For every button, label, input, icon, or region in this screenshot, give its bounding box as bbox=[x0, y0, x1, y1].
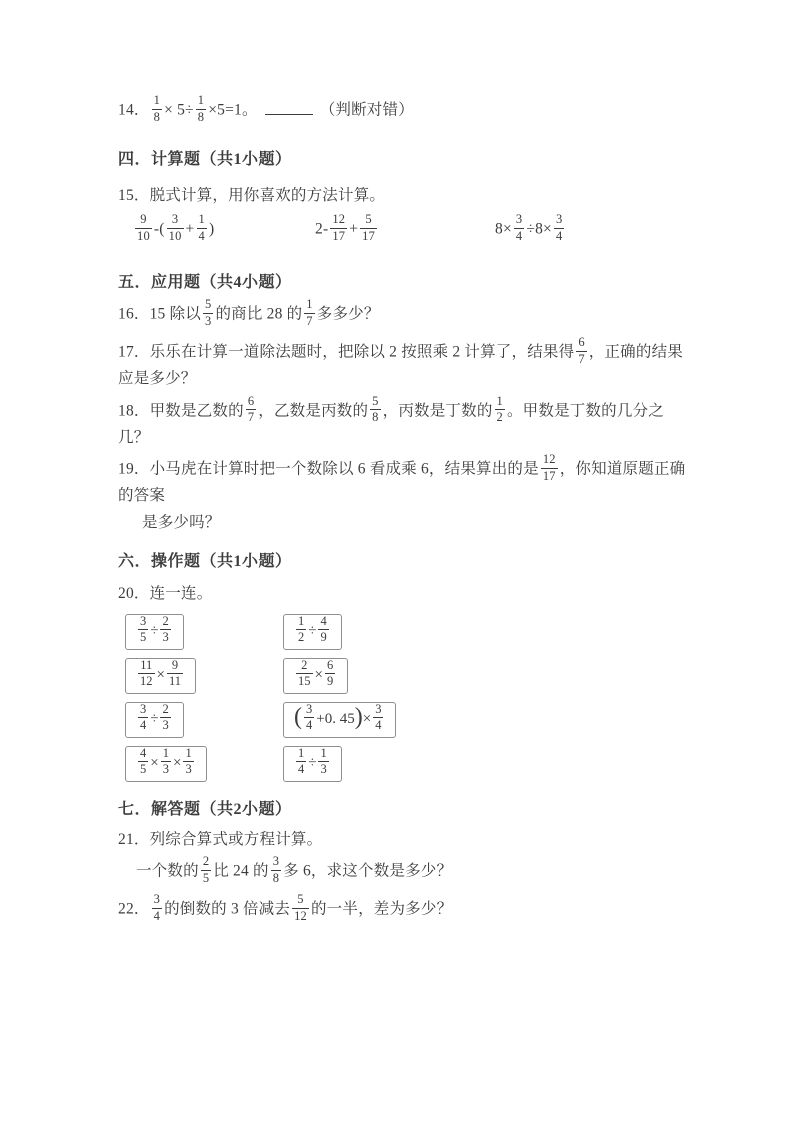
expression-2 bbox=[315, 212, 379, 245]
match-row bbox=[125, 658, 693, 698]
section-heading-application: 五．应用题（共4小题） bbox=[118, 274, 292, 292]
fraction bbox=[138, 615, 148, 645]
fraction-numerator: 1 bbox=[298, 745, 305, 760]
fraction bbox=[152, 893, 162, 923]
text-run: ) bbox=[208, 221, 215, 239]
fraction bbox=[167, 659, 183, 689]
fraction bbox=[292, 893, 309, 923]
question-22 bbox=[118, 892, 693, 925]
text-run: 8× bbox=[495, 221, 512, 239]
fraction-denominator: 9 bbox=[320, 630, 327, 645]
text-run: + bbox=[349, 221, 359, 239]
answer-blank bbox=[265, 99, 313, 115]
fraction-numerator: 4 bbox=[140, 745, 147, 760]
text-run: ，你知道原题正确的答案 bbox=[118, 460, 686, 505]
text-run: ，丙数是丁数的 bbox=[382, 402, 493, 420]
text-run: 16．15 除以 bbox=[118, 306, 201, 324]
text-run: ×5=1。 bbox=[208, 101, 258, 119]
fraction-denominator: 3 bbox=[185, 762, 192, 777]
fraction-numerator: 4 bbox=[320, 613, 327, 628]
text-run: （判断对错） bbox=[319, 101, 414, 119]
fraction-numerator: 1 bbox=[298, 613, 305, 628]
match-box-right-4 bbox=[283, 746, 342, 782]
fraction-denominator: 8 bbox=[197, 109, 205, 124]
fraction-denominator: 4 bbox=[153, 908, 161, 923]
question-19 bbox=[118, 452, 693, 507]
question-16 bbox=[118, 297, 693, 330]
expression-3 bbox=[495, 212, 566, 245]
fraction bbox=[138, 703, 148, 733]
fraction-numerator: 5 bbox=[297, 892, 304, 907]
question-21-body bbox=[136, 854, 693, 887]
fraction-numerator: 3 bbox=[171, 212, 179, 227]
question-19-line2: 是多少吗？ bbox=[142, 513, 221, 531]
fraction-numerator: 3 bbox=[272, 854, 280, 869]
fraction-denominator: 4 bbox=[140, 718, 147, 733]
text-run: 比 24 的 bbox=[213, 862, 269, 880]
fraction-denominator: 8 bbox=[153, 109, 161, 124]
fraction bbox=[196, 94, 206, 124]
fraction-denominator: 3 bbox=[204, 313, 212, 328]
fraction-numerator: 6 bbox=[326, 657, 334, 672]
text-run: 。甲数是丁数的几分之几？ bbox=[118, 402, 664, 446]
fraction-numerator: 1 bbox=[185, 745, 192, 760]
fraction-denominator: 4 bbox=[515, 228, 523, 243]
text-run: 18．甲数是乙数的 bbox=[118, 402, 244, 420]
question-18 bbox=[118, 393, 693, 449]
fraction bbox=[203, 298, 213, 328]
question-15-expressions bbox=[118, 211, 693, 259]
fraction bbox=[138, 659, 155, 689]
text-run: ( bbox=[294, 704, 302, 731]
fraction-numerator: 6 bbox=[578, 335, 585, 350]
fraction bbox=[554, 213, 564, 243]
fraction-denominator: 3 bbox=[162, 762, 169, 777]
fraction-denominator: 7 bbox=[578, 351, 585, 366]
fraction-numerator: 3 bbox=[306, 701, 313, 716]
fraction-denominator: 5 bbox=[140, 762, 147, 777]
fraction-denominator: 4 bbox=[198, 228, 205, 243]
fraction-numerator: 1 bbox=[320, 745, 327, 760]
fraction bbox=[296, 659, 313, 689]
section-heading-answer: 七．解答题（共2小题） bbox=[118, 800, 292, 818]
fraction-numerator: 12 bbox=[542, 452, 556, 467]
fraction-numerator: 5 bbox=[204, 297, 212, 312]
fraction-numerator: 9 bbox=[140, 212, 147, 227]
fraction bbox=[271, 855, 281, 885]
question-20-match-area bbox=[118, 614, 693, 786]
fraction-denominator: 12 bbox=[140, 674, 153, 689]
fraction bbox=[160, 703, 170, 733]
fraction-denominator: 4 bbox=[375, 718, 382, 733]
text-run: 的商比 28 的 bbox=[215, 306, 303, 324]
fraction bbox=[183, 747, 193, 777]
text-run: + bbox=[185, 221, 195, 239]
fraction bbox=[541, 453, 558, 483]
fraction bbox=[318, 615, 328, 645]
text-run: ÷ bbox=[150, 623, 159, 640]
fraction-numerator: 5 bbox=[372, 393, 379, 408]
fraction bbox=[370, 395, 380, 425]
fraction-denominator: 17 bbox=[332, 228, 346, 243]
fraction-numerator: 1 bbox=[198, 212, 205, 227]
fraction bbox=[160, 615, 170, 645]
fraction-numerator: 1 bbox=[197, 93, 205, 107]
match-row bbox=[125, 614, 693, 654]
fraction-denominator: 10 bbox=[168, 228, 182, 243]
fraction bbox=[495, 395, 505, 425]
text-run: × bbox=[150, 755, 159, 772]
fraction-denominator: 11 bbox=[168, 674, 182, 689]
match-row bbox=[125, 746, 693, 786]
text-run: ÷ bbox=[308, 623, 317, 640]
fraction-denominator: 17 bbox=[542, 468, 556, 483]
match-box-left-2 bbox=[125, 658, 196, 694]
question-15-prompt: 15．脱式计算，用你喜欢的方法计算。 bbox=[118, 187, 386, 204]
text-run: -( bbox=[153, 221, 165, 239]
text-run: 2- bbox=[315, 221, 329, 239]
fraction-numerator: 12 bbox=[332, 212, 346, 227]
text-run: × bbox=[156, 667, 165, 684]
fraction bbox=[360, 213, 377, 243]
fraction-numerator: 3 bbox=[555, 212, 563, 227]
fraction-numerator: 2 bbox=[162, 701, 169, 716]
fraction-denominator: 7 bbox=[306, 313, 313, 328]
fraction-denominator: 15 bbox=[298, 674, 311, 689]
fraction bbox=[152, 94, 162, 124]
text-run: 多多少？ bbox=[316, 306, 380, 324]
text-run: ÷8× bbox=[526, 221, 552, 239]
fraction bbox=[373, 703, 383, 733]
text-run: 的倒数的 3 倍减去 bbox=[164, 900, 291, 918]
fraction-denominator: 2 bbox=[496, 410, 503, 425]
fraction-denominator: 2 bbox=[298, 630, 305, 645]
fraction-denominator: 3 bbox=[320, 762, 327, 777]
fraction-denominator: 8 bbox=[372, 410, 379, 425]
fraction bbox=[296, 747, 306, 777]
fraction-numerator: 3 bbox=[153, 892, 161, 907]
text-run: ÷ bbox=[308, 755, 317, 772]
text-run: × bbox=[314, 667, 323, 684]
match-box-left-3 bbox=[125, 702, 184, 738]
section-heading-calculation: 四．计算题（共1小题） bbox=[118, 151, 292, 168]
fraction-numerator: 1 bbox=[162, 745, 169, 760]
fraction-denominator: 5 bbox=[140, 630, 147, 645]
fraction-numerator: 3 bbox=[140, 613, 147, 628]
fraction bbox=[330, 213, 347, 243]
text-run: × 5÷ bbox=[164, 101, 194, 119]
fraction-denominator: 4 bbox=[298, 762, 305, 777]
fraction bbox=[167, 213, 184, 243]
fraction-numerator: 3 bbox=[375, 701, 382, 716]
fraction-denominator: 4 bbox=[555, 228, 563, 243]
text-run: ，乙数是丙数的 bbox=[258, 402, 369, 420]
fraction-numerator: 1 bbox=[306, 297, 313, 312]
fraction-denominator: 3 bbox=[162, 630, 169, 645]
fraction-denominator: 5 bbox=[202, 870, 210, 885]
text-run: ) bbox=[354, 704, 363, 731]
question-17 bbox=[118, 335, 693, 390]
fraction-numerator: 2 bbox=[301, 657, 308, 672]
fraction bbox=[161, 747, 171, 777]
fraction-denominator: 9 bbox=[326, 674, 334, 689]
question-14 bbox=[118, 93, 693, 126]
text-run: 多 6，求这个数是多少？ bbox=[283, 862, 453, 880]
match-box-right-3 bbox=[283, 702, 396, 738]
fraction bbox=[514, 213, 524, 243]
text-run: 17．乐乐在计算一道除法题时，把除以 2 按照乘 2 计算了，结果得 bbox=[118, 344, 575, 362]
fraction bbox=[135, 213, 152, 243]
fraction-denominator: 10 bbox=[137, 228, 150, 243]
fraction-denominator: 8 bbox=[272, 870, 280, 885]
fraction-numerator: 2 bbox=[202, 854, 210, 869]
match-box-left-1 bbox=[125, 614, 184, 650]
fraction-numerator: 6 bbox=[247, 393, 255, 408]
match-box-right-2 bbox=[283, 658, 348, 694]
match-box-left-4 bbox=[125, 746, 207, 782]
fraction bbox=[138, 747, 148, 777]
fraction-numerator: 3 bbox=[140, 701, 147, 716]
match-row bbox=[125, 702, 693, 742]
fraction bbox=[246, 395, 256, 425]
match-box-right-1 bbox=[283, 614, 342, 650]
fraction-numerator: 3 bbox=[515, 212, 523, 227]
fraction-denominator: 12 bbox=[294, 908, 307, 923]
text-run: 14． bbox=[118, 101, 150, 119]
text-run: 一个数的 bbox=[136, 862, 199, 880]
text-run: ÷ bbox=[150, 711, 159, 728]
fraction bbox=[197, 213, 207, 243]
fraction-numerator: 2 bbox=[162, 613, 169, 628]
text-run: 19．小马虎在计算时把一个数除以 6 看成乘 6，结果算出的是 bbox=[118, 460, 539, 478]
fraction-denominator: 17 bbox=[362, 228, 376, 243]
text-run: 的一半，差为多少？ bbox=[310, 900, 453, 918]
fraction bbox=[318, 747, 328, 777]
question-20-prompt: 20．连一连。 bbox=[118, 585, 213, 603]
fraction-denominator: 3 bbox=[162, 718, 169, 733]
text-run: +0. 45 bbox=[316, 711, 355, 728]
expression-1 bbox=[133, 212, 215, 245]
fraction bbox=[304, 298, 314, 328]
fraction bbox=[296, 615, 306, 645]
text-run: × bbox=[362, 711, 372, 728]
section-heading-operation: 六．操作题（共1小题） bbox=[118, 553, 292, 571]
fraction-numerator: 1 bbox=[153, 93, 161, 107]
fraction-numerator: 11 bbox=[140, 657, 153, 672]
fraction bbox=[576, 336, 586, 366]
question-21-prompt: 21．列综合算式或方程计算。 bbox=[118, 830, 323, 848]
fraction-numerator: 1 bbox=[496, 393, 503, 408]
text-run: ，正确的结果应是多少？ bbox=[118, 344, 683, 388]
text-run: × bbox=[172, 755, 182, 772]
fraction-denominator: 4 bbox=[306, 718, 313, 733]
fraction-numerator: 9 bbox=[171, 657, 179, 672]
fraction bbox=[325, 659, 335, 689]
fraction bbox=[304, 703, 314, 733]
fraction bbox=[201, 855, 211, 885]
text-run: 22． bbox=[118, 900, 150, 918]
fraction-numerator: 5 bbox=[365, 212, 372, 227]
fraction-denominator: 7 bbox=[247, 410, 255, 425]
